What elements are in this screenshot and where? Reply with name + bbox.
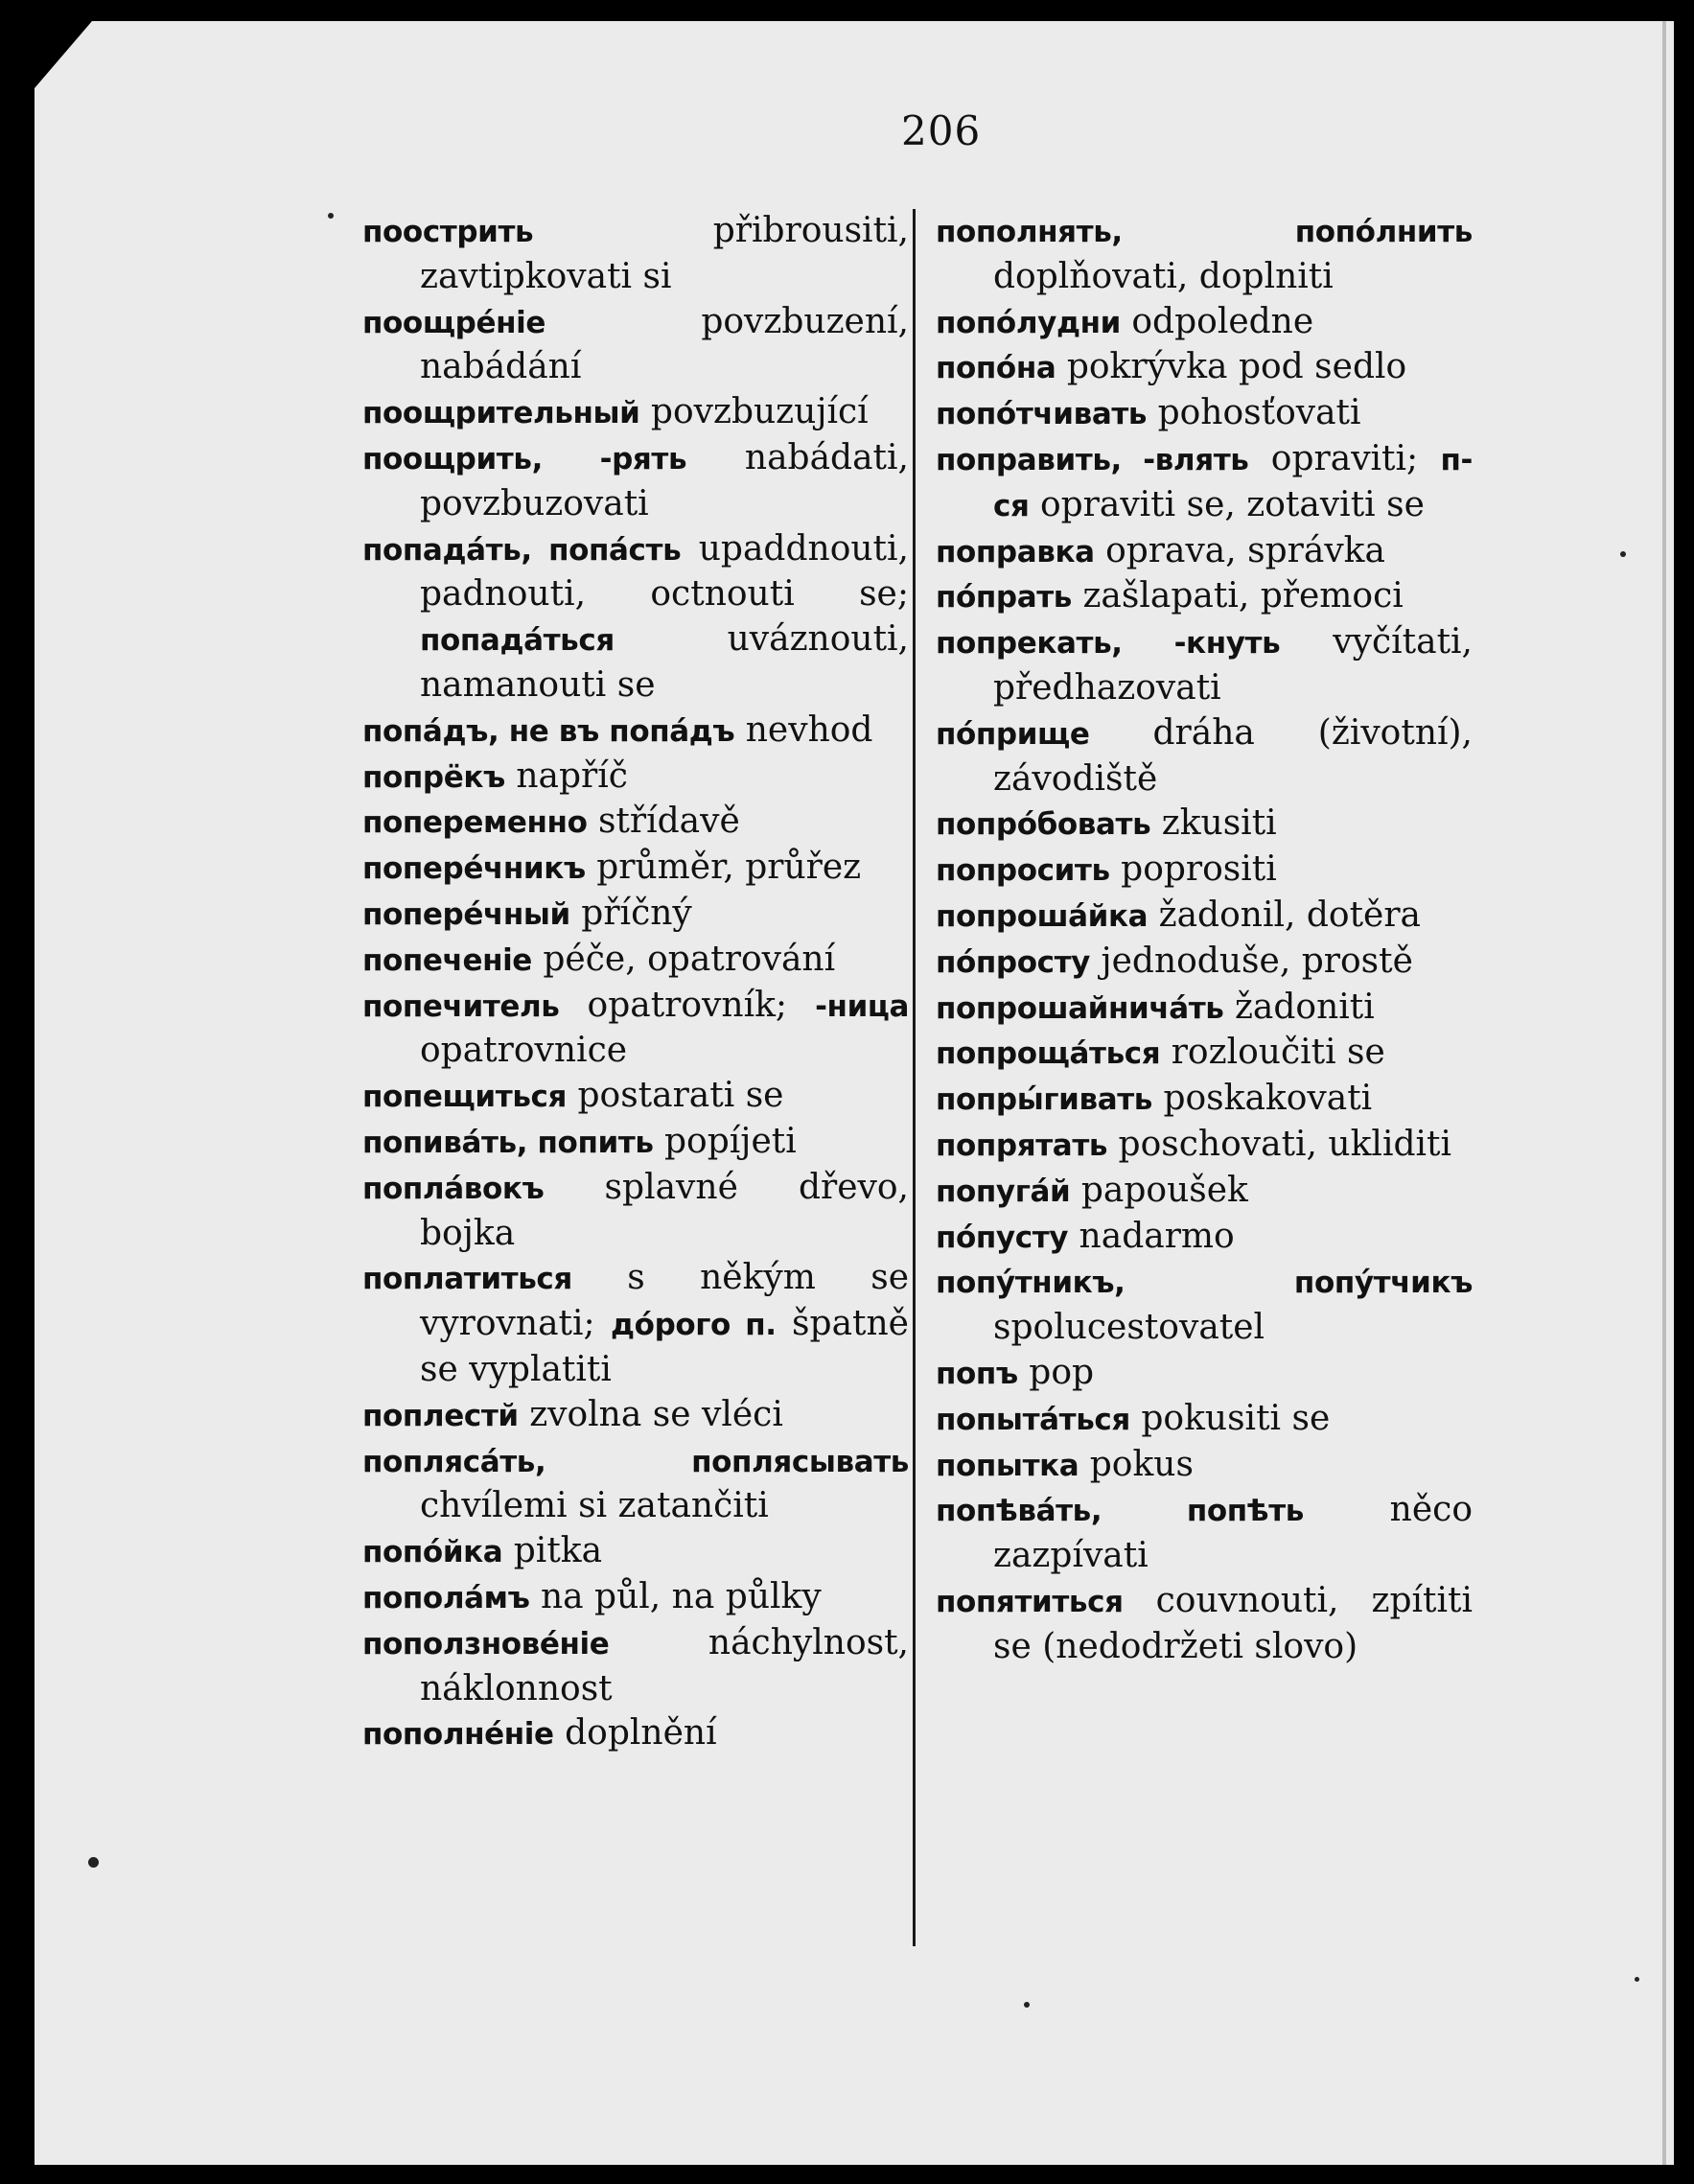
dictionary-entry: [936, 345, 1473, 391]
headword: пополнéніе: [362, 1717, 554, 1753]
headword: попятиться: [936, 1584, 1124, 1619]
headword: попрекать, -кнуть: [936, 626, 1281, 662]
headword: попечитель: [362, 988, 560, 1024]
headword: поправка: [936, 534, 1095, 569]
dictionary-entry: [936, 1031, 1473, 1077]
definition: zvolna se vléci: [529, 1394, 783, 1434]
dictionary-entry: [362, 1575, 909, 1621]
left-column: [362, 209, 909, 1757]
right-column: [936, 209, 1473, 1670]
headword: поплáвокъ: [362, 1171, 545, 1206]
headword: поползновéніе: [362, 1626, 610, 1661]
dictionary-entry: [362, 800, 909, 846]
dictionary-entry: [936, 940, 1473, 986]
definition: jednoduše, prostě: [1101, 941, 1413, 981]
dictionary-entry: [936, 1215, 1473, 1261]
dictionary-entry: [362, 300, 909, 391]
headword: поплатиться: [362, 1262, 572, 1297]
definition: pokus: [1089, 1444, 1194, 1484]
headword: поощрительный: [362, 396, 640, 431]
headword: попере́чникъ: [362, 851, 586, 887]
headword: попрошáйка: [936, 898, 1149, 934]
definition: pop: [1029, 1352, 1095, 1392]
definition-secondary: uváznouti, namanouti se: [420, 619, 909, 705]
dictionary-entry: [936, 986, 1473, 1032]
definition: náchylnost, náklonnost: [420, 1622, 909, 1708]
dictionary-entry: [362, 1529, 909, 1575]
headword: попрощáться: [936, 1036, 1161, 1072]
definition: postarati se: [577, 1076, 784, 1116]
headword: попрёкъ: [362, 759, 505, 795]
definition: nabádati, povzbuzovati: [420, 437, 909, 523]
definition: nevhod: [745, 709, 873, 750]
headword: попещиться: [362, 1080, 568, 1115]
headword: попытáться: [936, 1402, 1130, 1437]
dictionary-entry: [362, 1393, 909, 1439]
dictionary-entry: [362, 1256, 909, 1392]
headword: попытка: [936, 1448, 1079, 1483]
headword: попивáть, попить: [362, 1125, 654, 1160]
dictionary-entry: [936, 1579, 1473, 1670]
definition: zkusiti: [1161, 803, 1277, 844]
definition: popíjeti: [664, 1121, 797, 1161]
headword: поплестй: [362, 1398, 519, 1433]
dictionary-entry: [936, 209, 1473, 300]
headword: попросить: [936, 853, 1110, 889]
scan-speck: [1024, 2002, 1030, 2008]
definition-secondary: chvílemi si zatančiti: [420, 1486, 769, 1526]
dictionary-entry: [362, 1621, 909, 1712]
dictionary-entry: [936, 1351, 1473, 1397]
definition: splavné dřevo, bojka: [420, 1167, 909, 1253]
dictionary-entry: [936, 848, 1473, 894]
dictionary-entry: [936, 529, 1473, 575]
headword: поощрить, -рять: [362, 441, 687, 476]
headword: попрóбовать: [936, 807, 1151, 843]
dictionary-entry: [936, 1488, 1473, 1579]
headword: поправить, -влять: [936, 442, 1249, 477]
definition: spolucestovatel: [993, 1308, 1265, 1348]
headword-secondary: попадáться: [420, 623, 615, 659]
dictionary-entry: [936, 1123, 1473, 1169]
definition: pohosťovati: [1157, 393, 1361, 433]
dictionary-entry: [362, 846, 909, 892]
definition: s někým se vyrovnati;: [420, 1258, 909, 1344]
definition: opraviti;: [1270, 438, 1419, 478]
definition: napříč: [516, 755, 628, 796]
dictionary-entry: [362, 390, 909, 436]
definition: povzbuzení, nabádání: [420, 301, 909, 387]
headword: попѣвáть, попѣть: [936, 1494, 1304, 1529]
definition: příčný: [581, 893, 692, 933]
headword: пóпросту: [936, 944, 1090, 980]
definition: doplnění: [565, 1713, 717, 1754]
definition: poschovati, ukliditi: [1118, 1124, 1451, 1164]
headword: попу́тникъ, попу́тчикъ: [936, 1266, 1473, 1301]
definition: na půl, na půlky: [540, 1576, 822, 1616]
headword: попъ: [936, 1356, 1018, 1391]
definition: pitka: [513, 1531, 603, 1571]
definition: žadoniti: [1234, 987, 1375, 1027]
column-divider: [913, 209, 916, 1946]
headword: поплясáть,: [362, 1444, 546, 1479]
paper-edge: [1662, 21, 1666, 2165]
definition: zašlapati, přemoci: [1082, 576, 1404, 616]
definition: vyčítati, předhazovati: [993, 622, 1473, 708]
dictionary-entry: [362, 892, 909, 938]
definition: pokusiti se: [1141, 1398, 1331, 1438]
headword: попадáть, попáсть: [362, 532, 682, 568]
headword: попóна: [936, 351, 1056, 386]
dictionary-entry: [936, 1260, 1473, 1351]
definition-secondary: opraviti se, zotaviti se: [1039, 484, 1425, 524]
dictionary-entry: [936, 620, 1473, 711]
dictionary-entry: [362, 1120, 909, 1166]
headword: попрошайничáть: [936, 990, 1224, 1026]
definition: upaddnouti, padnouti, octnouti se;: [420, 528, 909, 615]
headword: пóприще: [936, 716, 1090, 752]
definition: povzbuzující: [650, 392, 869, 432]
dictionary-entry: [936, 391, 1473, 437]
definition: papoušek: [1080, 1170, 1248, 1210]
headword: попóтчивать: [936, 397, 1148, 432]
definition: nadarmo: [1079, 1216, 1235, 1256]
headword: попóйка: [362, 1535, 503, 1570]
dictionary-entry: [936, 1397, 1473, 1443]
headword-secondary: поплясывать: [691, 1444, 909, 1479]
dictionary-entry: [936, 894, 1473, 940]
dictionary-entry: [362, 436, 909, 527]
scan-speck: [1620, 551, 1626, 557]
definition: průměr, průřez: [596, 848, 862, 888]
headword: попеременно: [362, 805, 588, 841]
dictionary-entry: [936, 1077, 1473, 1123]
dictionary-entry: [362, 938, 909, 984]
definition: poprositi: [1121, 849, 1277, 890]
headword-secondary: дóрого п.: [611, 1308, 777, 1343]
headword: попо́лудни: [936, 305, 1121, 340]
dictionary-entry: [362, 755, 909, 801]
definition: odpoledne: [1131, 301, 1314, 341]
definition-secondary: opatrovnice: [420, 1031, 628, 1071]
definition: péče, opatrování: [543, 939, 836, 979]
dictionary-entry: [362, 1074, 909, 1120]
definition: dráha (životní), závodiště: [993, 712, 1473, 799]
page-number: 206: [901, 107, 982, 154]
dictionary-entry: [936, 802, 1473, 848]
scan-speck: [1635, 1977, 1639, 1982]
definition: poskakovati: [1163, 1079, 1373, 1119]
definition: žadonil, dotěra: [1158, 895, 1422, 935]
definition: doplňovati, doplniti: [993, 256, 1334, 296]
definition: rozloučiti se: [1171, 1033, 1385, 1073]
dictionary-entry: [936, 1443, 1473, 1489]
headword: попры́гивать: [936, 1082, 1152, 1118]
dictionary-entry: [362, 527, 909, 709]
dictionary-entry: [936, 300, 1473, 346]
headword: пóпрать: [936, 580, 1073, 616]
headword: поострить: [362, 215, 534, 249]
scan-speck: [328, 213, 334, 219]
definition: pokrývka pod sedlo: [1066, 347, 1407, 387]
headword: попере́чный: [362, 896, 570, 932]
headword: поощрéніе: [362, 305, 545, 340]
dictionary-entry: [936, 1169, 1473, 1215]
headword: пóпусту: [936, 1220, 1069, 1255]
definition: oprava, správka: [1105, 530, 1385, 570]
dictionary-entry: [362, 984, 909, 1075]
dictionary-entry: [362, 1439, 909, 1530]
dictionary-entry: [936, 574, 1473, 620]
scan-speck: [88, 1857, 99, 1868]
headword: пополáмъ: [362, 1580, 530, 1615]
headword: пополнять, попóлнить: [936, 215, 1473, 249]
dictionary-entry: [362, 209, 909, 300]
definition: couvnouti, zpítiti se (nedodržeti slovo): [993, 1580, 1473, 1666]
definition: opatrovník;: [587, 985, 788, 1025]
dictionary-entry: [362, 1711, 909, 1757]
definition: střídavě: [597, 802, 740, 842]
dictionary-entry: [936, 437, 1473, 529]
definition-secondary: špatně se vyplatiti: [420, 1304, 909, 1389]
dictionary-entry: [936, 711, 1473, 802]
headword: попеченіе: [362, 942, 532, 978]
headword: попрятать: [936, 1127, 1108, 1163]
headword: попáдъ, не въ попáдъ: [362, 713, 735, 749]
definition: něco zazpívati: [993, 1490, 1473, 1576]
headword-secondary: -ница: [815, 988, 909, 1024]
definition: přibrousiti, zavtipkovati si: [420, 211, 909, 296]
headword-secondary: п-ся: [993, 442, 1473, 523]
dictionary-entry: [362, 709, 909, 755]
headword: попугáй: [936, 1173, 1071, 1209]
dictionary-entry: [362, 1166, 909, 1257]
